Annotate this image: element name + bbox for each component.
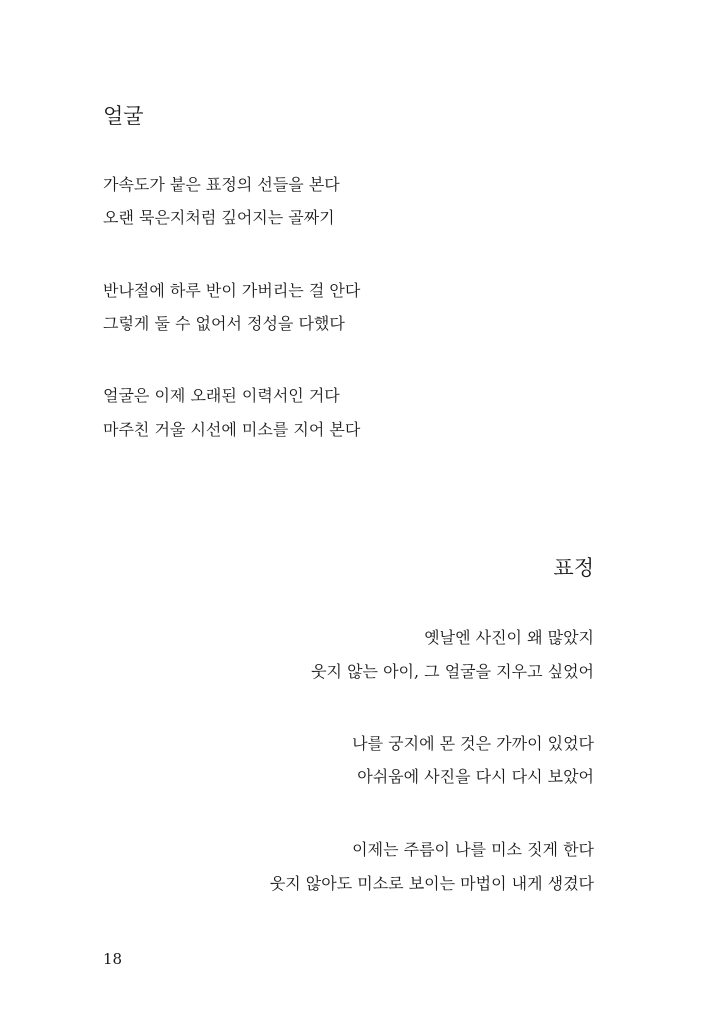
poem-face-line: 가속도가 붙은 표정의 선들을 본다: [103, 175, 340, 194]
poem-expression-line: 나를 궁지에 몬 것은 가까이 있었다: [352, 734, 594, 753]
poem-face-line: 마주친 거울 시선에 미소를 지어 본다: [103, 420, 361, 439]
poem-face-line: 오랜 묵은지처럼 깊어지는 골짜기: [103, 208, 335, 227]
poem-expression-line: 옛날엔 사진이 왜 많았지: [424, 628, 594, 647]
poem-title-expression: 표정: [553, 556, 594, 580]
poem-face-line: 반나절에 하루 반이 가버리는 걸 안다: [103, 281, 361, 300]
poem-expression-line: 이제는 주름이 나를 미소 짓게 한다: [352, 840, 594, 859]
poem-face-line: 얼굴은 이제 오래된 이력서인 거다: [103, 386, 340, 405]
poem-expression-line: 아쉬움에 사진을 다시 다시 보았어: [357, 767, 594, 786]
poem-expression-line: 웃지 않는 아이, 그 얼굴을 지우고 싶었어: [311, 662, 594, 681]
poem-expression-line: 웃지 않아도 미소로 보이는 마법이 내게 생겼다: [269, 874, 594, 893]
page-number: 18: [103, 950, 123, 968]
poem-face-line: 그렇게 둘 수 없어서 정성을 다했다: [103, 314, 345, 333]
poem-title-face: 얼굴: [103, 104, 144, 128]
